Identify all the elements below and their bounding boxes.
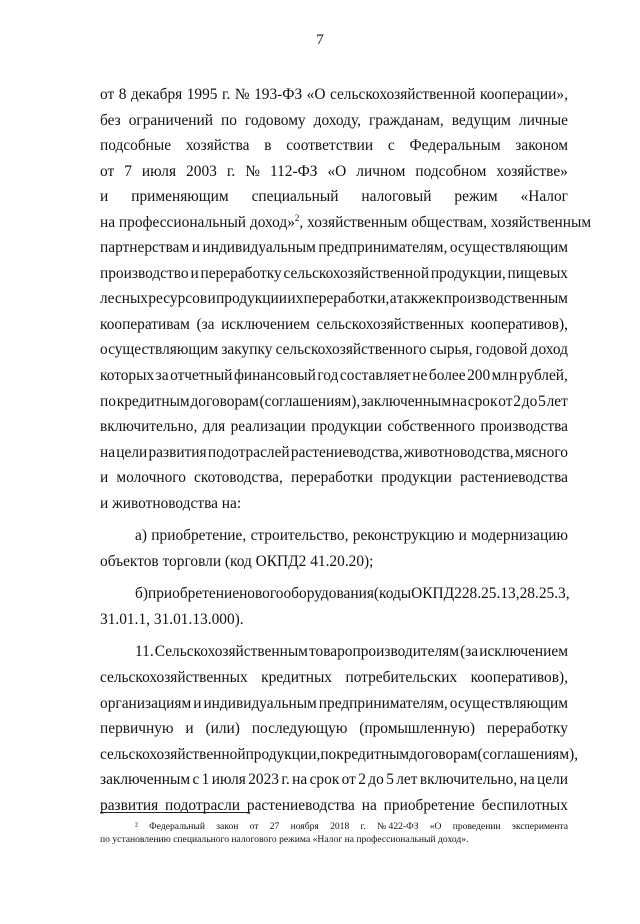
word: годовому — [244, 111, 306, 129]
word: ² — [135, 821, 138, 832]
paragraph-gap — [100, 574, 568, 581]
line-text: по установлению специального налогового режима «Налог на профессиональный доход». — [100, 834, 469, 845]
word: г. — [281, 771, 290, 789]
word: рублей, — [518, 367, 568, 385]
word: от — [100, 162, 115, 180]
word: и — [458, 527, 467, 545]
word: за — [155, 367, 169, 385]
text-line — [100, 261, 568, 287]
text-line — [100, 235, 568, 261]
paragraph-gap — [100, 516, 568, 523]
word: (коды — [373, 585, 412, 603]
word: производственным — [443, 290, 568, 308]
word: и — [190, 264, 199, 282]
line-text: и животноводства на: — [100, 494, 242, 512]
text-line — [100, 337, 568, 363]
word: пищевых — [507, 264, 568, 282]
word: а) — [135, 527, 147, 545]
line-text-tail: , хозяйственным обществам, хозяйственным — [299, 213, 592, 231]
word: млн — [491, 367, 518, 385]
word: переработки, — [303, 290, 390, 308]
word: организациям — [100, 694, 192, 712]
word: июля — [211, 771, 246, 789]
word: продукции — [216, 290, 287, 308]
text-line — [100, 465, 568, 491]
word: 193-ФЗ — [254, 86, 303, 103]
word: Федеральным — [409, 137, 501, 155]
word: и — [191, 239, 200, 257]
line-text: на профессиональный доход» — [100, 213, 295, 231]
word: строительство, — [250, 527, 349, 545]
text-line — [100, 184, 568, 210]
word: кооперации», — [480, 86, 568, 103]
word: и — [193, 694, 202, 712]
word: 27 — [269, 821, 280, 832]
word: 2018 — [330, 821, 350, 832]
line-text: 31.01.1, 31.01.13.000). — [100, 610, 244, 628]
word: осуществляющим — [449, 694, 568, 712]
word: составляет — [339, 367, 411, 385]
footnote-line — [100, 833, 568, 846]
text-line — [100, 607, 568, 633]
word: осуществляющим — [449, 239, 568, 257]
word: 28.25.13, — [461, 585, 520, 603]
word: мясного — [514, 443, 568, 461]
word: договорам — [409, 745, 478, 763]
word: растениеводства — [246, 796, 355, 814]
word: включительно, — [100, 418, 198, 436]
word: цели — [537, 771, 568, 789]
word: закон — [216, 821, 239, 832]
word: приобретение, — [151, 527, 247, 545]
word: лет — [546, 392, 568, 410]
word: № — [234, 86, 250, 103]
word: сельскохозяйственного — [275, 341, 427, 359]
word: соответствии — [286, 137, 374, 155]
word: проведении — [452, 821, 501, 832]
footnotes — [100, 820, 568, 846]
word: подсобные — [100, 137, 172, 155]
text-line — [100, 414, 568, 440]
word: партнерствам — [100, 239, 190, 257]
word: срок — [309, 771, 340, 789]
word: и — [207, 290, 216, 308]
word: без — [100, 111, 121, 129]
footnote-ref: 2 — [294, 212, 300, 223]
word: на — [100, 443, 116, 461]
word: нового — [239, 585, 284, 603]
word: кредитных — [261, 669, 332, 687]
footnote-line — [100, 820, 568, 833]
word: и — [185, 720, 194, 738]
word: на — [361, 796, 377, 814]
word: применяющим — [131, 188, 229, 206]
word: лет — [396, 771, 418, 789]
word: г. — [360, 821, 366, 832]
word: исключением — [479, 643, 568, 661]
word: (за — [196, 315, 215, 333]
word: молочного — [116, 469, 186, 487]
word: сельскохозяйственной — [329, 86, 476, 103]
word: финансовый — [233, 367, 316, 385]
word: переработку — [486, 720, 568, 738]
word: 200 — [467, 367, 491, 385]
word: на — [519, 771, 535, 789]
text-line — [100, 793, 568, 819]
word: Сельскохозяйственным — [154, 643, 308, 661]
word: переработки — [290, 469, 373, 487]
word: подсобном — [415, 162, 487, 180]
word: в — [264, 137, 272, 155]
word: производство — [100, 264, 189, 282]
word: до — [521, 392, 538, 410]
word: до — [368, 771, 384, 789]
word: с — [192, 771, 200, 789]
word: и — [100, 469, 109, 487]
word: подотрасли — [165, 796, 241, 814]
word: законом — [515, 137, 568, 155]
word: с — [387, 137, 395, 155]
word: их — [287, 290, 304, 308]
word: 2 — [358, 771, 366, 789]
word: 2003 — [186, 162, 217, 180]
word: № 422-ФЗ — [376, 821, 419, 832]
word: г. — [221, 86, 231, 103]
paragraph-gap — [100, 632, 568, 639]
text-line — [100, 133, 568, 159]
word: продукции, — [245, 745, 321, 763]
word: развития — [148, 443, 207, 461]
word: к — [435, 290, 444, 308]
word: 8 — [118, 86, 127, 103]
text-line — [100, 159, 568, 185]
word: от — [498, 392, 513, 410]
word: развития — [100, 796, 159, 814]
word: заключенным — [360, 392, 452, 410]
word: год — [317, 367, 339, 385]
word: реализации — [230, 418, 306, 436]
word: которых — [100, 367, 155, 385]
word: от — [100, 86, 115, 103]
word: сельскохозяйственных — [316, 315, 465, 333]
word: модернизацию — [471, 527, 568, 545]
word: сырья, — [429, 341, 473, 359]
word: кооперативов), — [470, 315, 568, 333]
word: (соглашениям), — [259, 392, 361, 410]
line-text: объектов торговли (код ОКПД2 41.20.20); — [100, 552, 374, 570]
word: личные — [518, 111, 568, 129]
word: 2 — [513, 392, 521, 410]
word: исключением — [221, 315, 310, 333]
word: 7 — [124, 162, 132, 180]
word: кредитным — [116, 392, 190, 410]
word: отчетный — [170, 367, 233, 385]
word: не — [412, 367, 428, 385]
word: специальный — [251, 188, 339, 206]
word: сельскохозяйственной — [100, 745, 246, 763]
word: включительно, — [419, 771, 518, 789]
word: доход — [530, 341, 568, 359]
word: от — [341, 771, 356, 789]
word: переработку — [200, 264, 282, 282]
text-line — [100, 440, 568, 466]
word: для — [202, 418, 226, 436]
text-line — [100, 523, 568, 549]
text-line — [100, 108, 568, 134]
word: 5 — [386, 771, 394, 789]
word: кредитным — [336, 745, 410, 763]
text-line — [100, 716, 568, 742]
word: (промышленную) — [359, 720, 475, 738]
word: продукции — [311, 418, 383, 436]
word: предпринимателям, — [318, 694, 448, 712]
word: договорам — [190, 392, 259, 410]
footnote-divider — [100, 812, 250, 813]
word: кооперативов), — [470, 669, 568, 687]
word: первичную — [100, 720, 174, 738]
word: личном — [356, 162, 406, 180]
body-text — [100, 82, 592, 818]
text-line — [100, 210, 592, 236]
word: собственного — [387, 418, 476, 436]
word: г. — [226, 162, 236, 180]
word: а — [389, 290, 397, 308]
word: индивидуальным — [202, 239, 316, 257]
word: продукции — [381, 469, 452, 487]
word: доходу, — [313, 111, 361, 129]
word: приобретение — [147, 585, 240, 603]
word: сельскохозяйственных — [100, 669, 248, 687]
word: (за — [460, 643, 479, 661]
word: по — [320, 745, 337, 763]
word: № — [245, 162, 260, 180]
word: ресурсов — [148, 290, 208, 308]
word: (соглашениям), — [477, 745, 579, 763]
word: заключенным — [100, 771, 191, 789]
word: от — [249, 821, 259, 832]
word: продукции, — [430, 264, 506, 282]
text-line — [100, 286, 568, 312]
word: 2023 — [248, 771, 279, 789]
word: режим — [454, 188, 498, 206]
text-line — [100, 491, 568, 517]
word: годовой — [475, 341, 528, 359]
word: более — [428, 367, 466, 385]
word: закупку — [221, 341, 273, 359]
word: ноября — [290, 821, 319, 832]
text-line — [100, 665, 568, 691]
word: предпринимателям, — [318, 239, 448, 257]
word: животноводства, — [403, 443, 514, 461]
word: эксперимента — [511, 821, 568, 832]
word: производства — [480, 418, 568, 436]
word: потребительских — [345, 669, 458, 687]
word: «О — [327, 162, 347, 180]
word: скотоводства, — [194, 469, 283, 487]
word: товаропроизводителям — [309, 643, 459, 661]
word: растениеводства, — [290, 443, 403, 461]
word: кооперативам — [100, 315, 190, 333]
word: 112-ФЗ — [269, 162, 318, 180]
word: «О — [429, 821, 442, 832]
word: подотраслей — [207, 443, 290, 461]
word: 28.25.3, — [519, 585, 570, 603]
word: б) — [135, 585, 148, 603]
word: гражданам, — [368, 111, 444, 129]
word: оборудования — [283, 585, 374, 603]
word: по — [100, 392, 116, 410]
text-line — [100, 767, 568, 793]
text-line — [100, 82, 568, 108]
word: на — [292, 771, 308, 789]
word: растениеводства — [460, 469, 568, 487]
text-line — [100, 742, 579, 768]
text-line — [100, 639, 568, 665]
word: 1 — [201, 771, 210, 789]
word: ведущим — [451, 111, 511, 129]
word: осуществляющим — [100, 341, 219, 359]
word: по — [221, 111, 237, 129]
word: «О — [306, 86, 326, 103]
text-line — [100, 581, 568, 607]
word: 11. — [135, 643, 154, 661]
word: лесных — [100, 290, 148, 308]
text-line — [100, 549, 568, 575]
word: 1995 — [186, 86, 218, 103]
page-number: 7 — [316, 32, 324, 48]
word: беспилотных — [481, 796, 568, 814]
word: срок — [467, 392, 498, 410]
word: индивидуальным — [203, 694, 317, 712]
word: цели — [116, 443, 148, 461]
word: июля — [141, 162, 177, 180]
word: хозяйстве» — [496, 162, 568, 180]
word: «Налог — [520, 188, 568, 206]
word: также — [396, 290, 436, 308]
word: на — [451, 392, 467, 410]
word: ограничений — [128, 111, 214, 129]
text-line — [100, 691, 568, 717]
word: последующую — [251, 720, 348, 738]
text-line — [100, 363, 568, 389]
word: декабря — [130, 86, 183, 103]
text-line — [100, 312, 568, 338]
word: и — [100, 188, 109, 206]
word: 5 — [538, 392, 546, 410]
word: приобретение — [383, 796, 475, 814]
word: реконструкцию — [352, 527, 455, 545]
word: Федеральный — [149, 821, 205, 832]
word: сельскохозяйственной — [283, 264, 430, 282]
word: налоговый — [361, 188, 432, 206]
word: (или) — [205, 720, 240, 738]
word: ОКПД2 — [411, 585, 462, 603]
word: хозяйства — [185, 137, 250, 155]
text-line — [100, 389, 568, 415]
